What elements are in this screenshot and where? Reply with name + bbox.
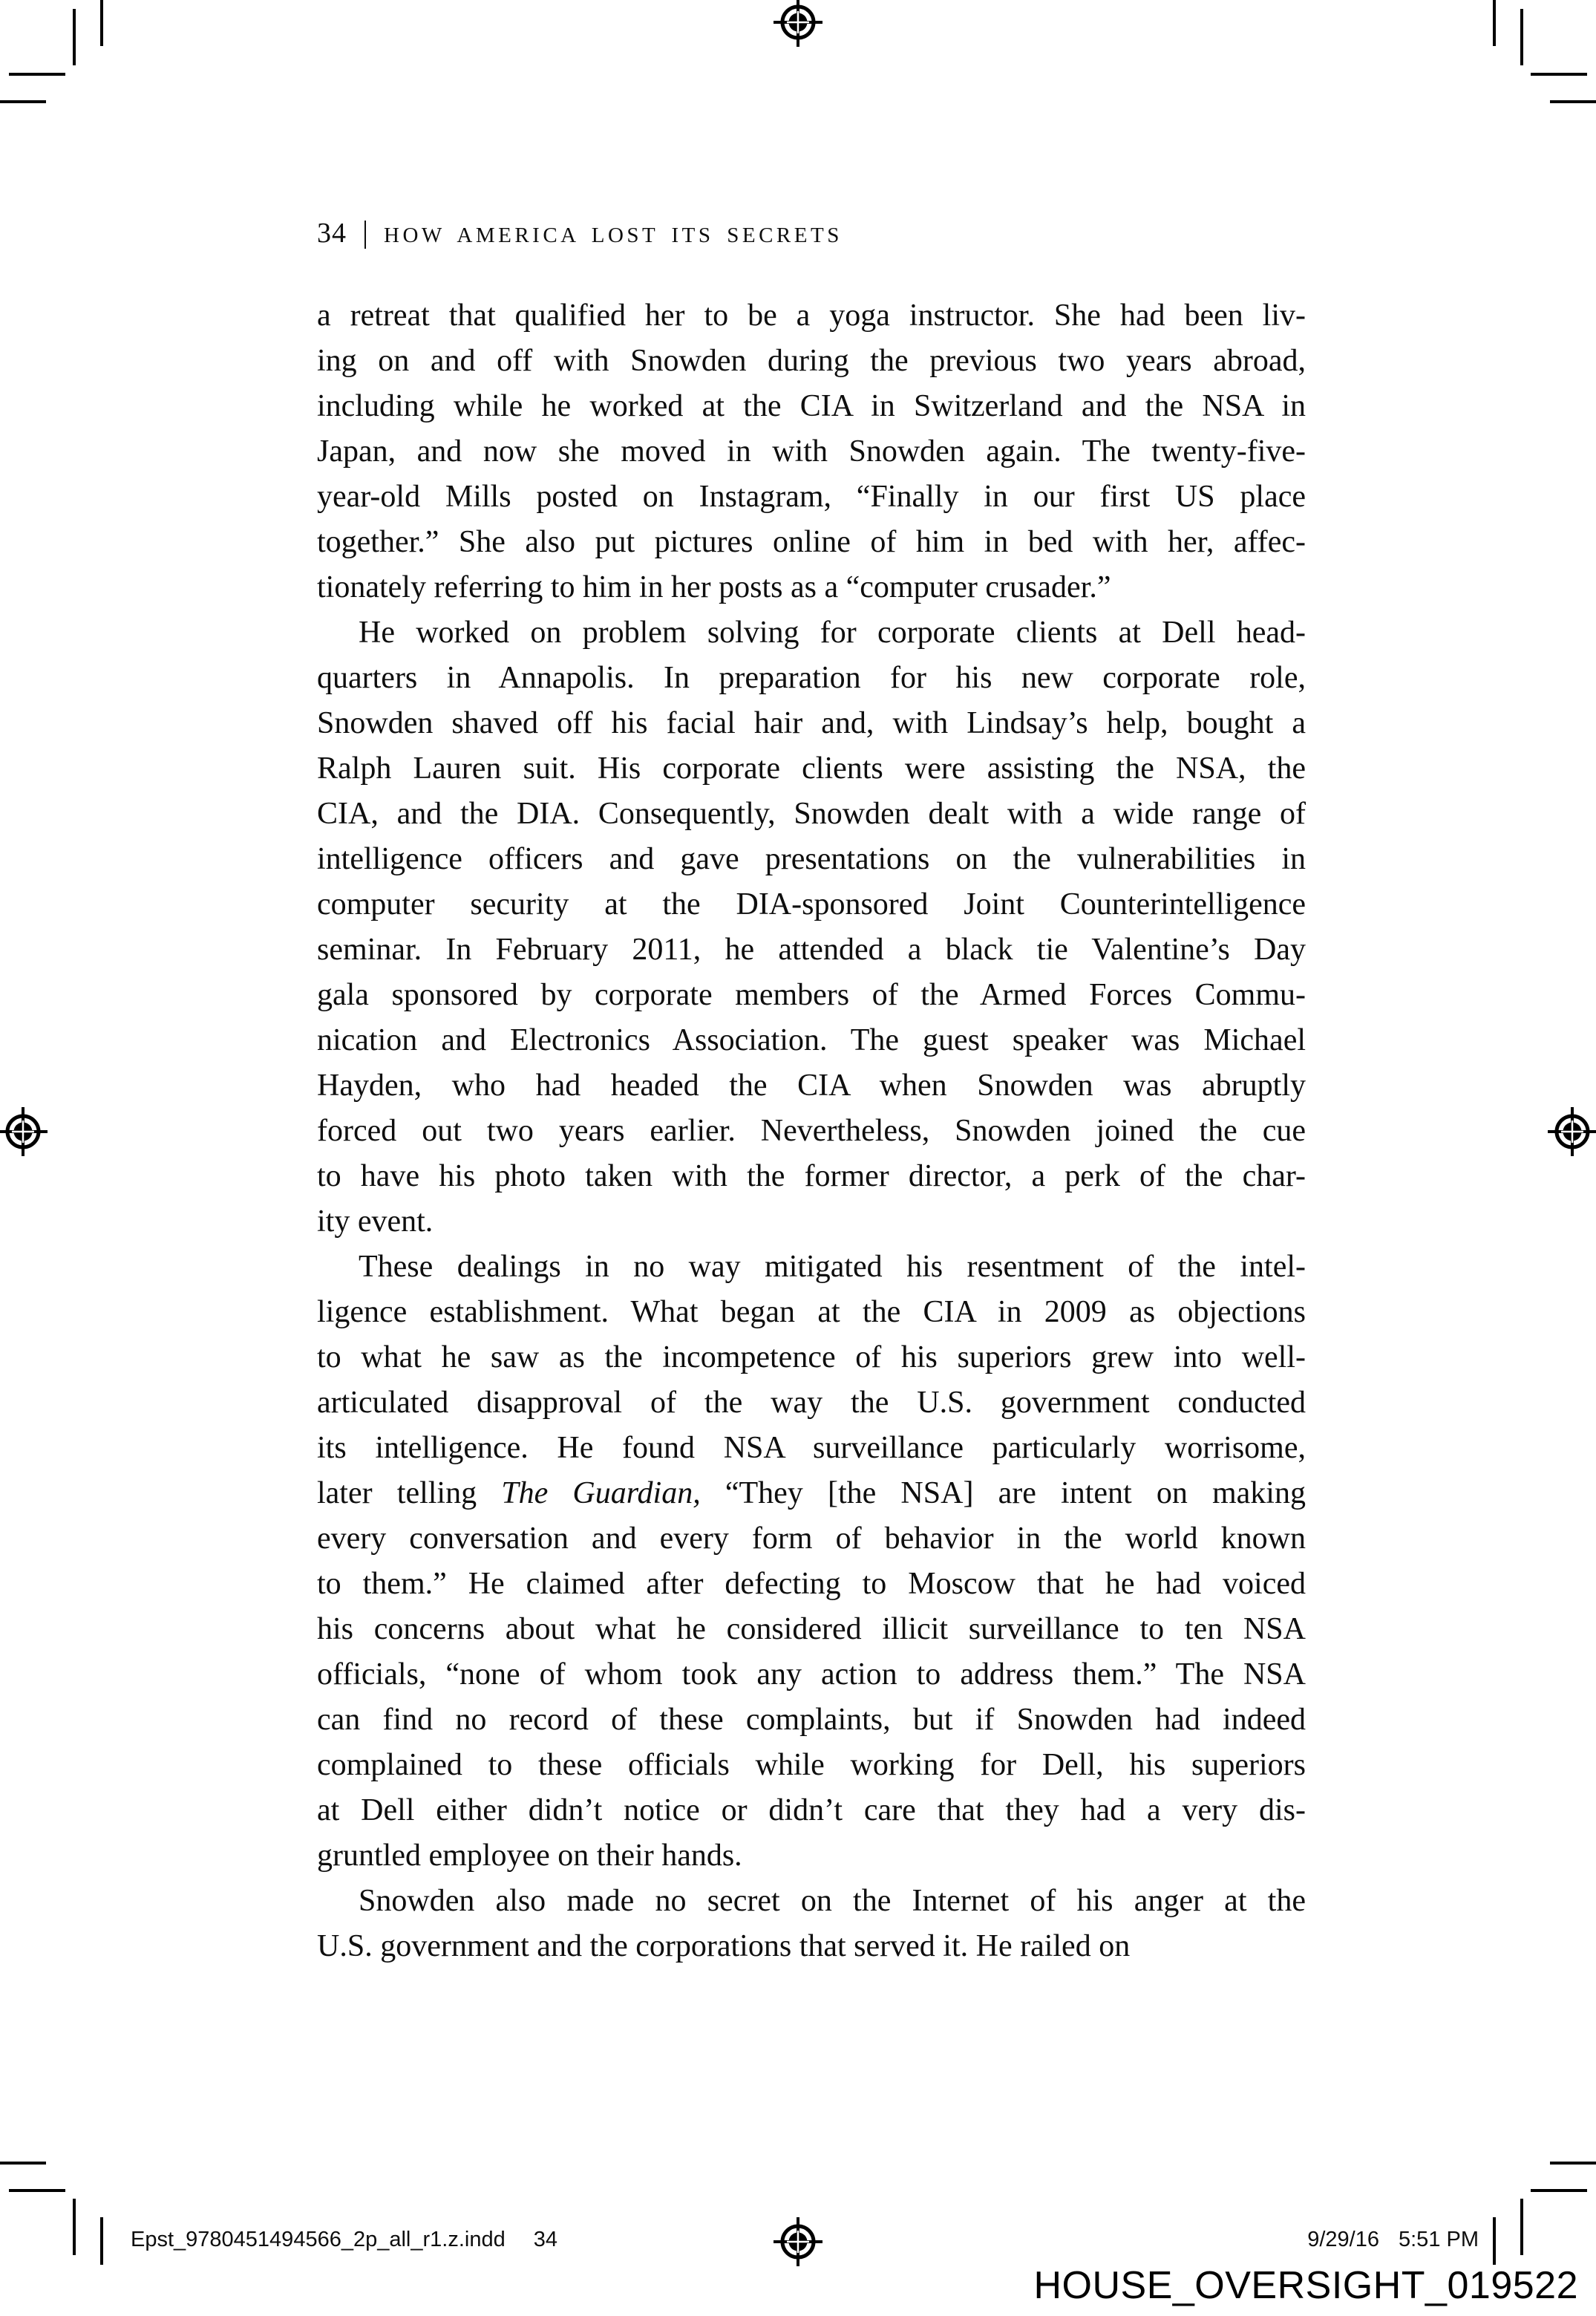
- slug-file-name: Epst_9780451494566_2p_all_r1.z.indd: [131, 2228, 506, 2251]
- registration-mark-right-middle: [1548, 1107, 1596, 1156]
- crop-mark-top-right-h1: [1531, 73, 1587, 76]
- crop-mark-top-left-h2: [0, 100, 46, 103]
- slug-date: 9/29/16: [1307, 2228, 1379, 2251]
- text-line: articulated disapproval of the way the U.S. government conducted: [317, 1386, 1306, 1420]
- text-line: U.S. government and the corporations that served it. He railed on: [317, 1929, 1131, 1963]
- crop-mark-top-left-h1: [9, 73, 65, 76]
- crop-mark-bottom-left-v2: [100, 2217, 103, 2265]
- text-line: CIA, and the DIA. Consequently, Snowden dealt with a wide range of: [317, 797, 1306, 831]
- text-line: He worked on problem solving for corporate clients at Dell head-: [359, 616, 1306, 650]
- book-title: HOW AMERICA LOST ITS SECRETS: [384, 224, 843, 247]
- slug-time: 5:51 PM: [1399, 2228, 1479, 2251]
- text-line: year-old Mills posted on Instagram, “Finally in our first US place: [317, 480, 1306, 514]
- text-line: complained to these officials while working for Dell, his superiors: [317, 1748, 1306, 1782]
- crop-mark-bottom-left-h2: [0, 2162, 46, 2165]
- text-line: Ralph Lauren suit. His corporate clients were assisting the NSA, the: [317, 751, 1306, 786]
- text-line: its intelligence. He found NSA surveillance particularly worrisome,: [317, 1431, 1306, 1465]
- crop-mark-top-right-v2: [1493, 0, 1496, 46]
- page-number: 34: [317, 218, 347, 249]
- text-line: to have his photo taken with the former director, a perk of the char-: [317, 1159, 1306, 1193]
- text-line: ity event.: [317, 1204, 434, 1239]
- crop-mark-top-left-v2: [100, 0, 103, 46]
- text-line: to them.” He claimed after defecting to Moscow that he had voiced: [317, 1567, 1306, 1601]
- text-line: officials, “none of whom took any action to address them.” The NSA: [317, 1657, 1306, 1692]
- text-line: Snowden shaved off his facial hair and, with Lindsay’s help, bought a: [317, 706, 1306, 740]
- text-line: forced out two years earlier. Nevertheless, Snowden joined the cue: [317, 1114, 1306, 1148]
- text-line: including while he worked at the CIA in Switzerland and the NSA in: [317, 389, 1306, 423]
- crop-mark-bottom-left-v1: [73, 2199, 76, 2255]
- text-line: ing on and off with Snowden during the previous two years abroad,: [317, 344, 1306, 378]
- registration-mark-left-middle: [0, 1107, 48, 1156]
- header-divider: [364, 221, 366, 249]
- text-line: to what he saw as the incompetence of his superiors grew into well-: [317, 1340, 1306, 1374]
- text-line: Snowden also made no secret on the Internet of his anger at the: [359, 1884, 1306, 1918]
- text-line: at Dell either didn’t notice or didn’t care that they had a very dis-: [317, 1793, 1306, 1827]
- crop-mark-bottom-right-v1: [1520, 2199, 1523, 2255]
- crop-mark-top-right-h2: [1550, 100, 1596, 103]
- text-line: computer security at the DIA-sponsored Joint Counterintelligence: [317, 887, 1306, 921]
- registration-mark-top-center: [774, 0, 822, 47]
- crop-mark-top-left-v1: [73, 9, 76, 65]
- text-line: These dealings in no way mitigated his resentment of the intel-: [359, 1250, 1306, 1284]
- body-text: [317, 293, 1306, 1969]
- text-line: his concerns about what he considered illicit surveillance to ten NSA: [317, 1612, 1306, 1646]
- bates-stamp: HOUSE_OVERSIGHT_019522: [1033, 2264, 1578, 2307]
- crop-mark-bottom-right-h1: [1531, 2189, 1587, 2192]
- print-timestamp: [1307, 2228, 1479, 2252]
- text-line: nication and Electronics Association. The guest speaker was Michael: [317, 1023, 1306, 1057]
- text-line: together.” She also put pictures online of him in bed with her, affec-: [317, 525, 1306, 559]
- crop-mark-top-right-v1: [1520, 9, 1523, 65]
- registration-mark-bottom-center: [774, 2217, 822, 2266]
- text-line: Japan, and now she moved in with Snowden again. The twenty-five-: [317, 434, 1306, 469]
- text-line: tionately referring to him in her posts as a “computer crusader.”: [317, 570, 1111, 604]
- text-line: a retreat that qualified her to be a yoga instructor. She had been liv-: [317, 299, 1306, 333]
- text-line: every conversation and every form of behavior in the world known: [317, 1521, 1306, 1556]
- slug-page-number: 34: [533, 2228, 557, 2251]
- text-line: Hayden, who had headed the CIA when Snowden was abruptly: [317, 1069, 1306, 1103]
- text-line: later telling The Guardian, “They [the NSA] are intent on making: [317, 1476, 1306, 1510]
- text-line: gala sponsored by corporate members of the Armed Forces Commu-: [317, 978, 1306, 1012]
- crop-mark-bottom-left-h1: [9, 2189, 65, 2192]
- text-line: quarters in Annapolis. In preparation for his new corporate role,: [317, 661, 1306, 695]
- text-line: ligence establishment. What began at the CIA in 2009 as objections: [317, 1295, 1306, 1329]
- text-line: gruntled employee on their hands.: [317, 1839, 742, 1873]
- print-slug: [131, 2228, 557, 2252]
- text-line: seminar. In February 2011, he attended a black tie Valentine’s Day: [317, 933, 1306, 967]
- running-head: [317, 217, 1306, 249]
- crop-mark-bottom-right-h2: [1550, 2162, 1596, 2165]
- text-line: can find no record of these complaints, but if Snowden had indeed: [317, 1703, 1306, 1737]
- crop-mark-bottom-right-v2: [1493, 2217, 1496, 2265]
- text-line: intelligence officers and gave presentations on the vulnerabilities in: [317, 842, 1306, 876]
